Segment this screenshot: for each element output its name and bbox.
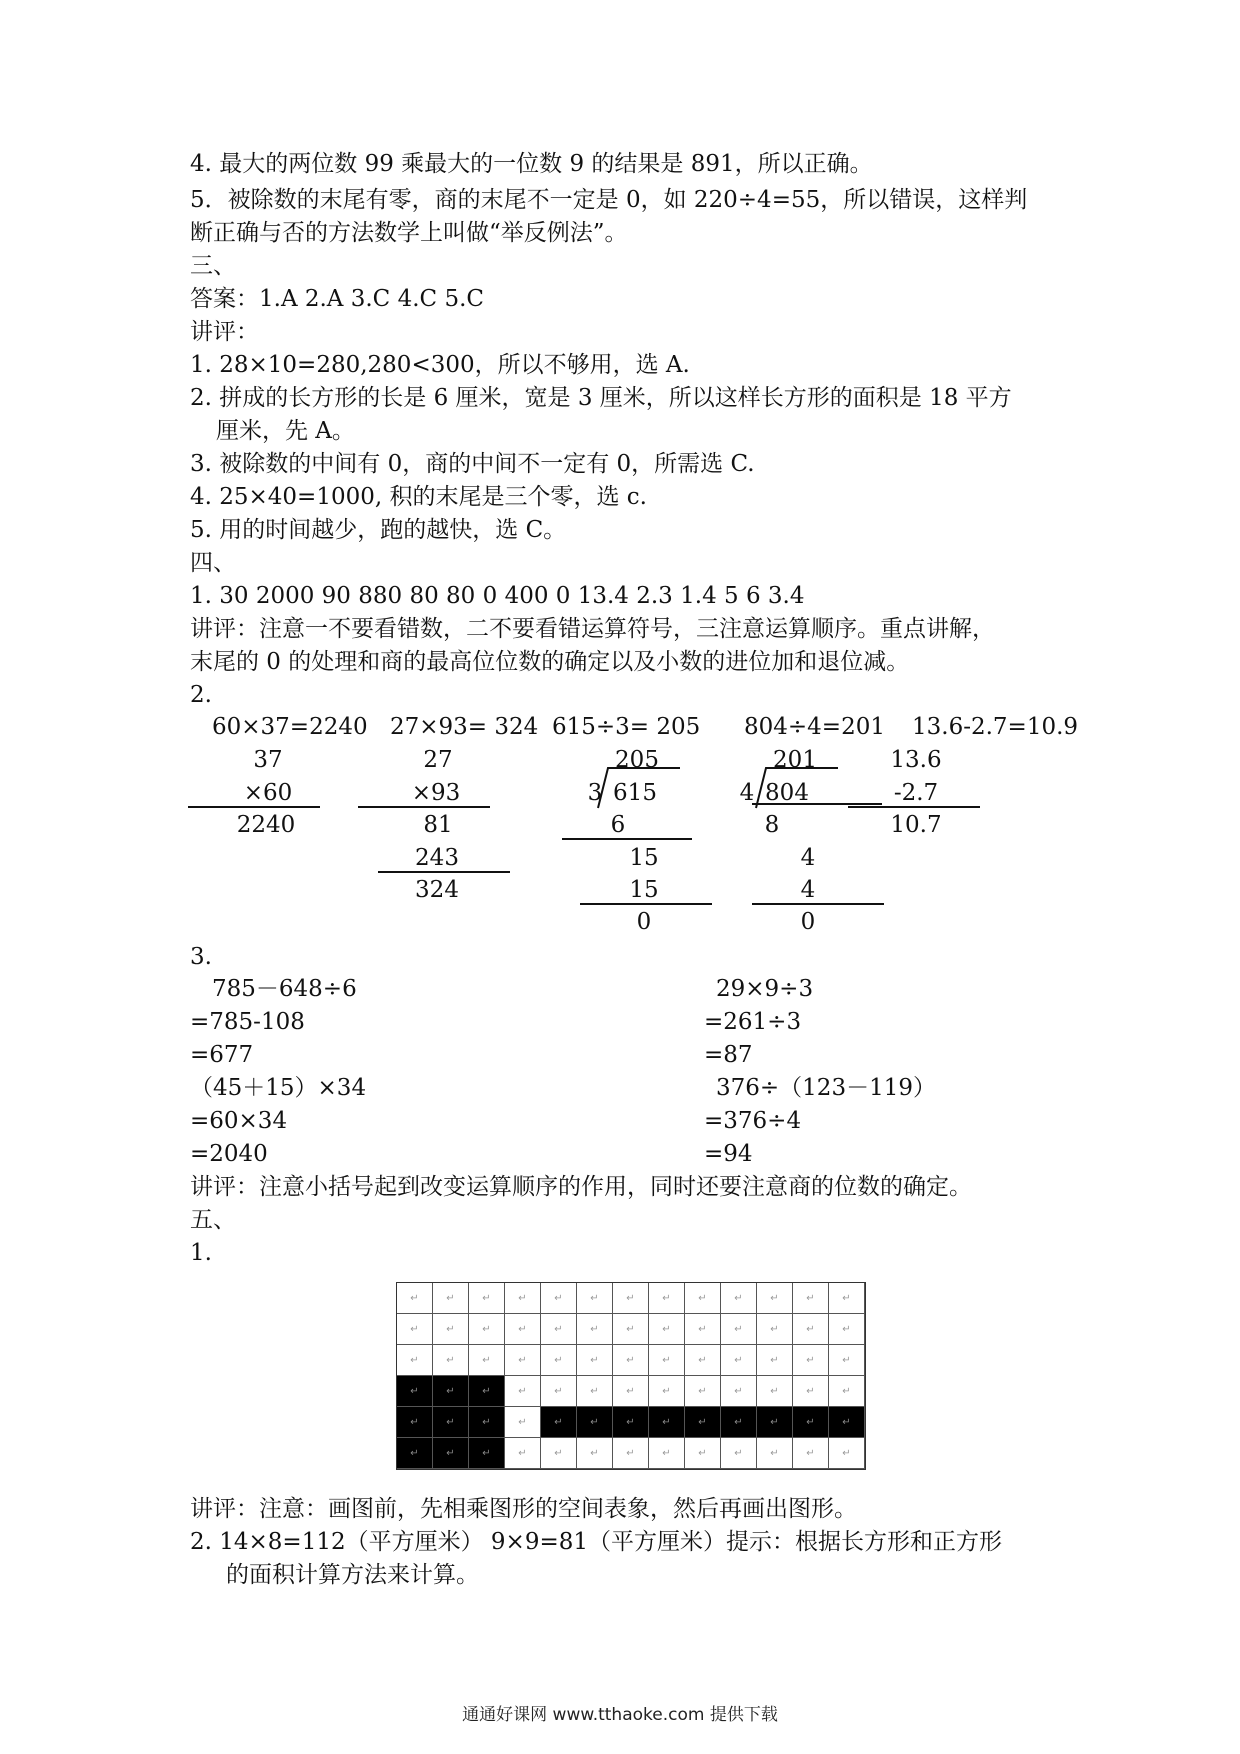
commentary-order-of-operations: 讲评：注意小括号起到改变运算顺序的作用，同时还要注意商的位数的确定。 bbox=[190, 1174, 972, 1200]
calc2-rule-2 bbox=[378, 871, 510, 873]
calc2-multiplicand: 27 bbox=[423, 747, 453, 773]
step-calc-left-5: =60×34 bbox=[190, 1108, 288, 1134]
calc5-difference: 10.7 bbox=[890, 812, 942, 838]
calc3-dividend: 615 bbox=[613, 780, 657, 806]
grid-cell: ↵ bbox=[469, 1345, 505, 1376]
step-calc-right-3: =87 bbox=[704, 1042, 753, 1068]
section-heading-5: 五、 bbox=[190, 1207, 236, 1233]
calc1-multiplier: ×60 bbox=[243, 780, 293, 806]
step-calc-right-2: =261÷3 bbox=[704, 1009, 802, 1035]
calc2-partial-1: 81 bbox=[423, 812, 453, 838]
vertical-calc-header-2: 27×93= 324 bbox=[390, 714, 539, 740]
grid-cell: ↵ bbox=[505, 1438, 541, 1469]
grid-cell: ↵ bbox=[649, 1376, 685, 1407]
grid-cell-shaded: ↵ bbox=[541, 1407, 577, 1438]
calc4-quotient: 201 bbox=[773, 747, 817, 773]
commentary-mental-math-cont: 末尾的 0 的处理和商的最高位位数的确定以及小数的进位加和退位减。 bbox=[190, 649, 910, 675]
grid-cell: ↵ bbox=[577, 1283, 613, 1314]
grid-cell: ↵ bbox=[757, 1438, 793, 1469]
calc1-rule bbox=[188, 806, 320, 808]
grid-cell-shaded: ↵ bbox=[397, 1438, 433, 1469]
grid-cell-shaded: ↵ bbox=[829, 1407, 865, 1438]
commentary-label: 讲评： bbox=[190, 319, 259, 345]
grid-cell: ↵ bbox=[793, 1283, 829, 1314]
calc3-quotient: 205 bbox=[615, 747, 659, 773]
step-calc-left-1: 785－648÷6 bbox=[212, 976, 357, 1002]
grid-cell: ↵ bbox=[577, 1314, 613, 1345]
grid-cell: ↵ bbox=[649, 1345, 685, 1376]
grid-cell: ↵ bbox=[541, 1376, 577, 1407]
grid-cell: ↵ bbox=[685, 1283, 721, 1314]
grid-cell: ↵ bbox=[433, 1345, 469, 1376]
grid-cell: ↵ bbox=[829, 1376, 865, 1407]
grid-cell-shaded: ↵ bbox=[685, 1407, 721, 1438]
calc3-remainder: 0 bbox=[636, 909, 652, 935]
calc1-product: 2240 bbox=[236, 812, 296, 838]
calc5-subtrahend: -2.7 bbox=[893, 780, 939, 806]
grid-cell: ↵ bbox=[577, 1438, 613, 1469]
commentary-item-5: 5. 用的时间越少，跑的越快，选 C。 bbox=[190, 517, 567, 543]
grid-cell: ↵ bbox=[721, 1283, 757, 1314]
calc4-divisor: 4 bbox=[739, 780, 755, 806]
grid-cell: ↵ bbox=[541, 1314, 577, 1345]
calc3-step-3: 15 bbox=[629, 877, 659, 903]
commentary-item-2-cont: 厘米，先 A。 bbox=[216, 418, 355, 444]
grid-cell: ↵ bbox=[469, 1283, 505, 1314]
grid-cell-shaded: ↵ bbox=[397, 1376, 433, 1407]
grid-cell-shaded: ↵ bbox=[613, 1407, 649, 1438]
grid-cell: ↵ bbox=[505, 1345, 541, 1376]
grid-cell: ↵ bbox=[685, 1376, 721, 1407]
grid-cell: ↵ bbox=[793, 1345, 829, 1376]
calc3-rule-1 bbox=[562, 838, 692, 840]
grid-cell: ↵ bbox=[505, 1314, 541, 1345]
grid-cell: ↵ bbox=[721, 1376, 757, 1407]
calc3-step-2: 15 bbox=[629, 845, 659, 871]
commentary-item-1: 1. 28×10=280,280<300，所以不够用，选 A. bbox=[190, 352, 690, 378]
grid-cell: ↵ bbox=[433, 1283, 469, 1314]
grid-cell-shaded: ↵ bbox=[469, 1438, 505, 1469]
grid-cell-shaded: ↵ bbox=[757, 1407, 793, 1438]
grid-cell: ↵ bbox=[397, 1283, 433, 1314]
commentary-drawing: 讲评：注意：画图前，先相乘图形的空间表象，然后再画出图形。 bbox=[190, 1496, 857, 1522]
grid-cell-shaded: ↵ bbox=[469, 1407, 505, 1438]
calc5-rule bbox=[848, 806, 980, 808]
grid-cell: ↵ bbox=[793, 1376, 829, 1407]
step-calc-left-3: =677 bbox=[190, 1042, 254, 1068]
grid-cell: ↵ bbox=[541, 1438, 577, 1469]
grid-cell: ↵ bbox=[829, 1345, 865, 1376]
grid-cell: ↵ bbox=[757, 1376, 793, 1407]
section-heading-4: 四、 bbox=[190, 550, 236, 576]
question-number-3: 3. bbox=[190, 944, 212, 970]
calc3-step-1: 6 bbox=[610, 812, 626, 838]
commentary-item-3: 3. 被除数的中间有 0，商的中间不一定有 0，所需选 C. bbox=[190, 451, 755, 477]
grid-cell: ↵ bbox=[613, 1438, 649, 1469]
vertical-calc-header-4: 804÷4=201 bbox=[744, 714, 885, 740]
grid-cell: ↵ bbox=[613, 1376, 649, 1407]
calc1-multiplicand: 37 bbox=[253, 747, 283, 773]
vertical-calc-header-5: 13.6-2.7=10.9 bbox=[912, 714, 1079, 740]
calc4-dividend: 804 bbox=[765, 780, 809, 806]
grid-cell: ↵ bbox=[829, 1314, 865, 1345]
calc4-rule-1 bbox=[752, 803, 882, 805]
grid-cell: ↵ bbox=[433, 1314, 469, 1345]
mental-math-answers: 1. 30 2000 90 880 80 80 0 400 0 13.4 2.3 1.4 5 6 3.4 bbox=[190, 583, 805, 609]
answer-line-5: 5．被除数的末尾有零，商的末尾不一定是 0，如 220÷4=55，所以错误，这样判 bbox=[190, 187, 1028, 213]
grid-cell: ↵ bbox=[829, 1283, 865, 1314]
vertical-calc-header-3: 615÷3= 205 bbox=[552, 714, 701, 740]
grid-cell-shaded: ↵ bbox=[793, 1407, 829, 1438]
commentary-item-2: 2. 拼成的长方形的长是 6 厘米，宽是 3 厘米，所以这样长方形的面积是 18 平方 bbox=[190, 385, 1012, 411]
grid-cell: ↵ bbox=[649, 1314, 685, 1345]
calc3-rule-2 bbox=[580, 903, 712, 905]
grid-cell: ↵ bbox=[613, 1345, 649, 1376]
grid-cell: ↵ bbox=[649, 1283, 685, 1314]
answer-line-4: 4. 最大的两位数 99 乘最大的一位数 9 的结果是 891，所以正确。 bbox=[190, 151, 873, 177]
square-grid-figure bbox=[396, 1282, 866, 1470]
step-calc-right-4: 376÷（123－119） bbox=[716, 1075, 936, 1101]
footer-source: 通通好课网 www.tthaoke.com 提供下载 bbox=[462, 1705, 778, 1725]
calc4-step-2: 4 bbox=[800, 845, 816, 871]
grid-cell: ↵ bbox=[577, 1376, 613, 1407]
grid-cell: ↵ bbox=[649, 1438, 685, 1469]
grid-cell-shaded: ↵ bbox=[433, 1438, 469, 1469]
calc4-step-1: 8 bbox=[764, 812, 780, 838]
grid-cell: ↵ bbox=[757, 1283, 793, 1314]
question-number-5-1: 1. bbox=[190, 1240, 212, 1266]
grid-cell-shaded: ↵ bbox=[433, 1407, 469, 1438]
grid-cell: ↵ bbox=[577, 1345, 613, 1376]
grid-cell: ↵ bbox=[757, 1314, 793, 1345]
grid-cell-shaded: ↵ bbox=[469, 1376, 505, 1407]
step-calc-right-5: =376÷4 bbox=[704, 1108, 802, 1134]
step-calc-right-6: =94 bbox=[704, 1141, 753, 1167]
step-calc-right-1: 29×9÷3 bbox=[716, 976, 814, 1002]
grid-cell: ↵ bbox=[721, 1438, 757, 1469]
grid-cell-shaded: ↵ bbox=[649, 1407, 685, 1438]
grid-cell: ↵ bbox=[541, 1345, 577, 1376]
calc2-multiplier: ×93 bbox=[411, 780, 461, 806]
calc2-partial-2: 243 bbox=[415, 845, 459, 871]
grid-cell-shaded: ↵ bbox=[397, 1407, 433, 1438]
grid-cell: ↵ bbox=[397, 1345, 433, 1376]
calc3-divisor: 3 bbox=[587, 780, 603, 806]
grid-cell: ↵ bbox=[505, 1407, 541, 1438]
area-answer-cont: 的面积计算方法来计算。 bbox=[226, 1562, 479, 1588]
answer-line-5-cont: 断正确与否的方法数学上叫做“举反例法”。 bbox=[190, 220, 628, 246]
vertical-calc-header-1: 60×37=2240 bbox=[212, 714, 368, 740]
question-number-2: 2. bbox=[190, 682, 212, 708]
grid-cell: ↵ bbox=[505, 1283, 541, 1314]
calc2-rule-1 bbox=[358, 806, 490, 808]
step-calc-left-6: =2040 bbox=[190, 1141, 268, 1167]
grid-cell: ↵ bbox=[829, 1438, 865, 1469]
grid-cell: ↵ bbox=[613, 1283, 649, 1314]
grid-cell: ↵ bbox=[793, 1314, 829, 1345]
commentary-item-4: 4. 25×40=1000, 积的末尾是三个零，选 c. bbox=[190, 484, 647, 510]
grid-cell: ↵ bbox=[685, 1438, 721, 1469]
commentary-mental-math: 讲评：注意一不要看错数，二不要看错运算符号，三注意运算顺序。重点讲解， bbox=[190, 616, 995, 642]
grid-cell-shaded: ↵ bbox=[433, 1376, 469, 1407]
grid-cell: ↵ bbox=[793, 1438, 829, 1469]
section-heading-3: 三、 bbox=[190, 253, 236, 279]
grid-cell-shaded: ↵ bbox=[577, 1407, 613, 1438]
calc4-rule-2 bbox=[752, 903, 884, 905]
grid-cell: ↵ bbox=[721, 1314, 757, 1345]
area-answer: 2. 14×8=112（平方厘米） 9×9=81（平方厘米）提示：根据长方形和正方形 bbox=[190, 1529, 1002, 1555]
grid-cell: ↵ bbox=[397, 1314, 433, 1345]
grid-cell: ↵ bbox=[469, 1314, 505, 1345]
grid-cell: ↵ bbox=[685, 1345, 721, 1376]
step-calc-left-2: =785-108 bbox=[190, 1009, 305, 1035]
grid-cell-shaded: ↵ bbox=[721, 1407, 757, 1438]
step-calc-left-4: （45＋15）×34 bbox=[190, 1075, 367, 1101]
calc4-step-3: 4 bbox=[800, 877, 816, 903]
grid-cell: ↵ bbox=[505, 1376, 541, 1407]
answer-key: 答案：1.A 2.A 3.C 4.C 5.C bbox=[190, 286, 484, 312]
calc4-remainder: 0 bbox=[800, 909, 816, 935]
grid-cell: ↵ bbox=[685, 1314, 721, 1345]
grid-cell: ↵ bbox=[541, 1283, 577, 1314]
calc2-product: 324 bbox=[415, 877, 459, 903]
grid-cell: ↵ bbox=[613, 1314, 649, 1345]
grid-cell: ↵ bbox=[721, 1345, 757, 1376]
calc5-minuend: 13.6 bbox=[890, 747, 942, 773]
grid-cell: ↵ bbox=[757, 1345, 793, 1376]
